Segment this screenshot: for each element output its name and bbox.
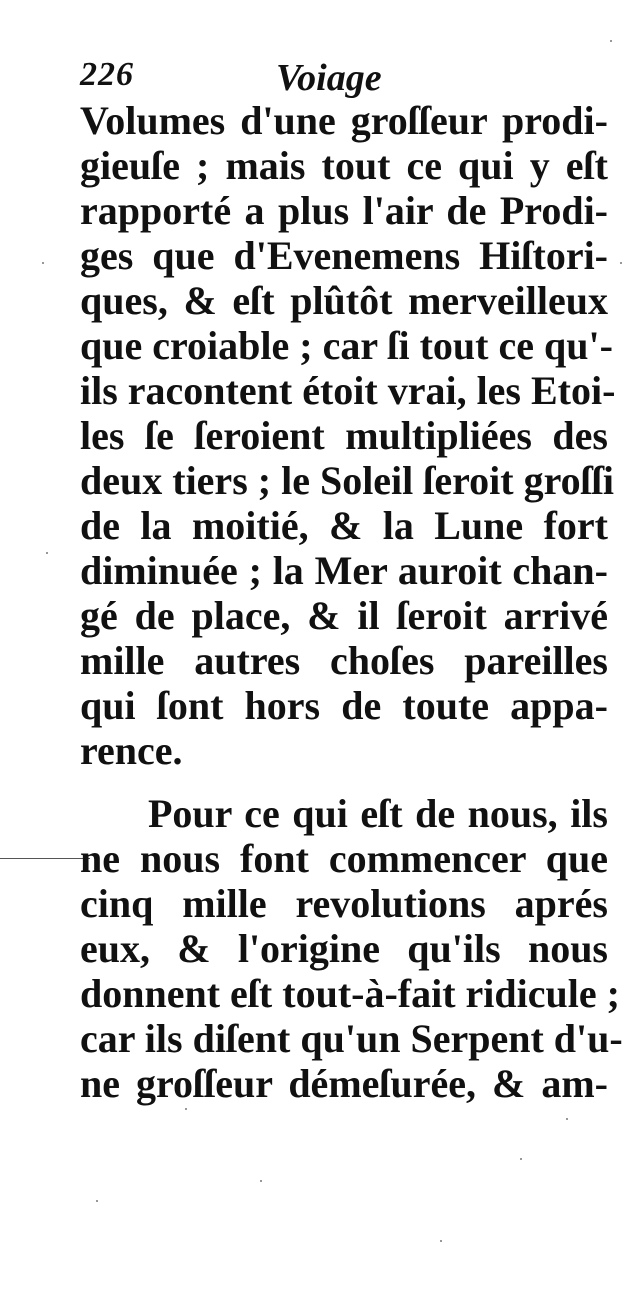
text-line: Volumes d'une groſſeur prodi- [80, 98, 608, 143]
text-line: cinq mille revolutions aprés [80, 881, 608, 926]
print-speck [610, 40, 612, 42]
text-line: car ils diſent qu'un Serpent d'u- [80, 1016, 623, 1061]
print-speck [42, 262, 44, 264]
print-speck [620, 262, 622, 264]
print-speck [566, 1118, 568, 1120]
margin-rule [0, 858, 90, 859]
text-line: de la moitié, & la Lune fort [80, 503, 608, 548]
paragraph-gap [80, 773, 608, 791]
page-number: 226 [80, 56, 134, 93]
text-line: ne groſſeur démeſurée, & am- [80, 1061, 608, 1106]
text-line: gieuſe ; mais tout ce qui y eſt [80, 143, 608, 188]
text-line: ils racontent étoit vrai, les Etoi- [80, 368, 616, 413]
running-head: Voiage [276, 57, 382, 99]
text-line: donnent eſt tout-à-fait ridicule ; [80, 971, 620, 1016]
text-line: ne nous font commencer que [80, 836, 608, 881]
print-speck [185, 1108, 187, 1110]
text-line: diminuée ; la Mer auroit chan- [80, 548, 608, 593]
print-speck [46, 552, 48, 554]
print-speck [440, 1240, 442, 1242]
text-line: ges que d'Evenemens Hiſtori- [80, 233, 608, 278]
text-line: gé de place, & il ſeroit arrivé [80, 593, 608, 638]
text-line: les ſe ſeroient multipliées des [80, 413, 608, 458]
text-line: rence. [80, 728, 183, 773]
print-speck [520, 1158, 522, 1160]
print-speck [260, 1180, 262, 1182]
text-line: deux tiers ; le Soleil ſeroit groſſi [80, 458, 614, 503]
text-line: Pour ce qui eſt de nous, ils [148, 791, 608, 836]
text-line: ques, & eſt plûtôt merveilleux [80, 278, 608, 323]
text-line: que croiable ; car ſi tout ce qu'- [80, 323, 613, 368]
text-line: mille autres choſes pareilles [80, 638, 608, 683]
print-speck [96, 1200, 98, 1202]
text-line: rapporté a plus l'air de Prodi- [80, 188, 608, 233]
text-line: qui ſont hors de toute appa- [80, 683, 608, 728]
body-text [80, 98, 623, 1106]
text-line: eux, & l'origine qu'ils nous [80, 926, 608, 971]
